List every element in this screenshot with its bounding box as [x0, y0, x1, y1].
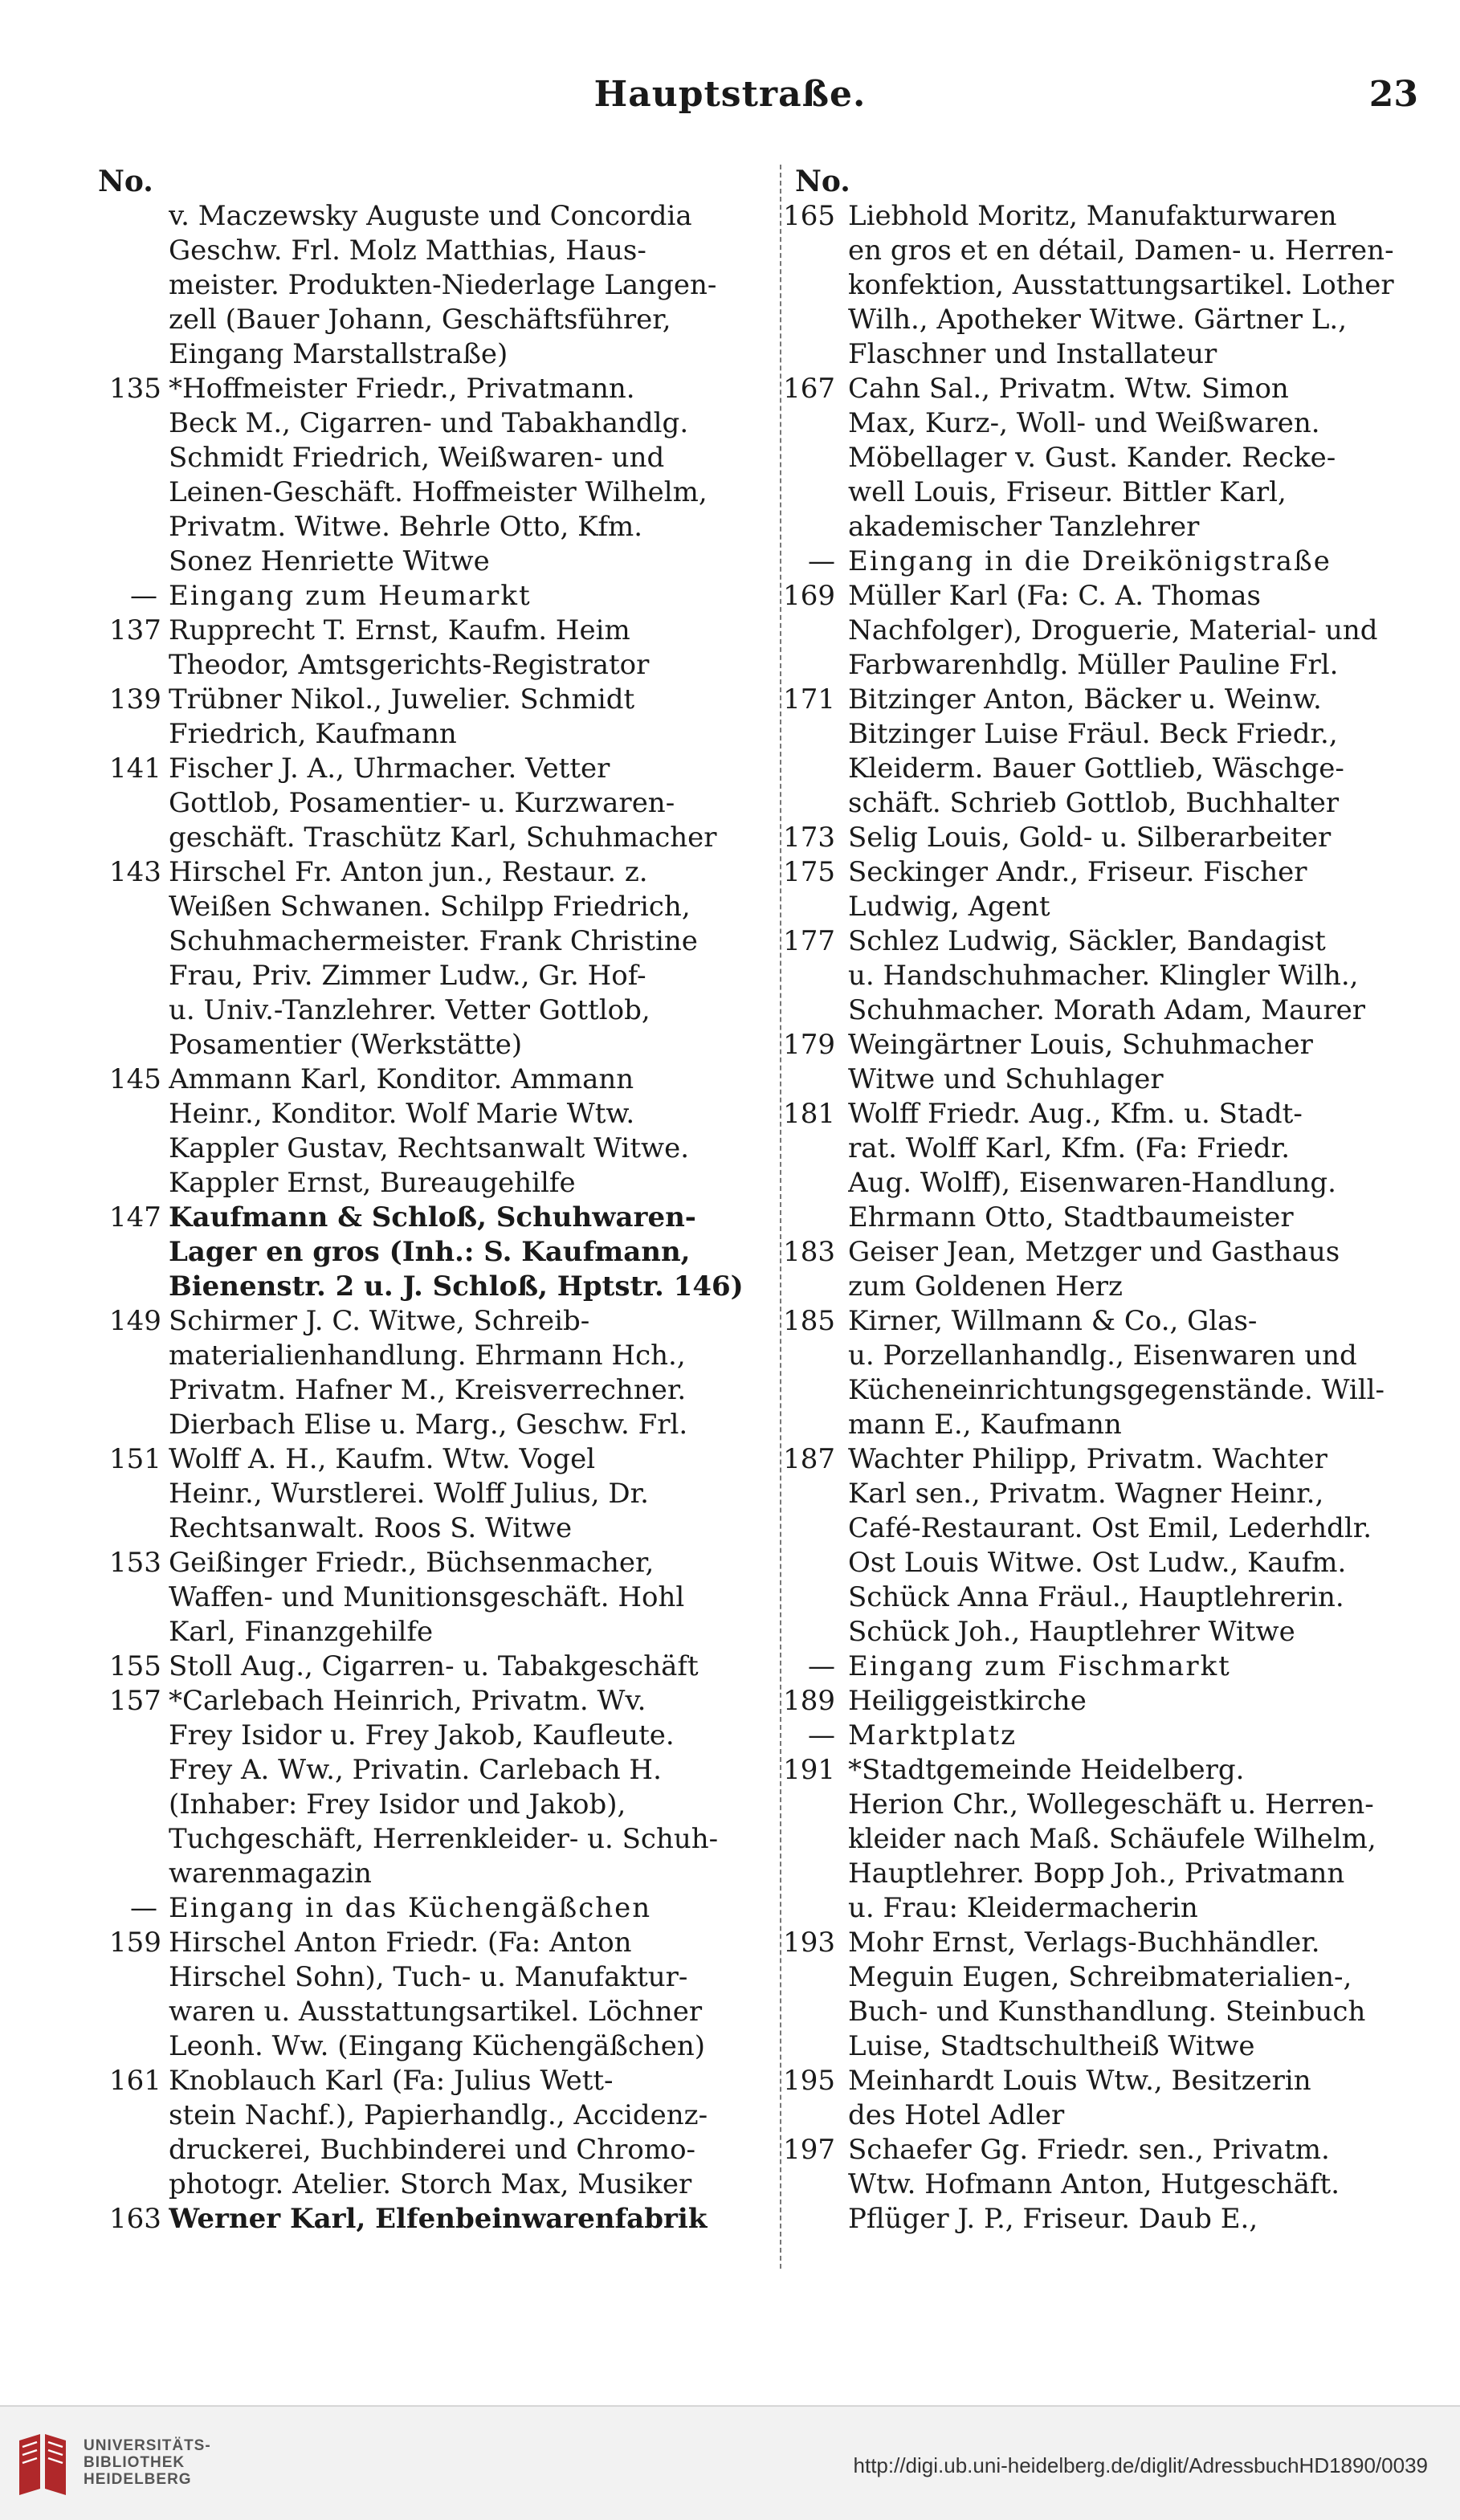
address-entry — [783, 1753, 1413, 1926]
entry-text-line: Flaschner und Installateur — [848, 338, 1217, 370]
entry-text-line: Cahn Sal., Privatm. Wtw. Simon — [848, 373, 1289, 405]
entry-text-line: Buch- und Kunsthandlung. Steinbuch — [848, 1996, 1366, 2028]
entry-text-line: Eingang zum Fischmarkt — [848, 1650, 1231, 1682]
address-entry — [783, 1926, 1413, 2064]
house-number: 187 — [783, 1443, 835, 1475]
address-entry — [783, 1097, 1413, 1235]
entry-text-line: Aug. Wolff), Eisenwaren-Handlung. — [848, 1167, 1336, 1199]
source-url-link[interactable]: http://digi.ub.uni-heidelberg.de/diglit/AdressbuchHD1890/0039 — [853, 2453, 1428, 2477]
address-entry — [783, 372, 1413, 544]
entry-text-line: rat. Wolff Karl, Kfm. (Fa: Friedr. — [848, 1132, 1291, 1164]
entry-text-line: Max, Kurz-, Woll- und Weißwaren. — [848, 407, 1320, 439]
address-entry — [783, 2064, 1413, 2133]
house-number: — — [808, 545, 835, 577]
house-number: — — [130, 1892, 157, 1924]
entry-text-line: meister. Produkten-Niederlage Langen- — [169, 269, 717, 301]
house-number: 183 — [783, 1236, 835, 1268]
entry-text-line: Eingang Marstallstraße) — [169, 338, 508, 370]
entry-text-line: Trübner Nikol., Juwelier. Schmidt — [169, 683, 635, 716]
entry-text-line: Marktplatz — [848, 1719, 1018, 1751]
entry-text-line: waren u. Ausstattungsartikel. Löchner — [169, 1996, 703, 2028]
entry-text-line: Posamentier (Werkstätte) — [169, 1029, 523, 1061]
address-entry — [109, 372, 769, 579]
entry-text-line: Theodor, Amtsgerichts-Registrator — [169, 649, 650, 681]
address-entry — [109, 1062, 769, 1201]
house-number: 163 — [109, 2203, 161, 2235]
house-number: 137 — [109, 614, 161, 646]
house-number: 161 — [109, 2065, 161, 2097]
address-entry — [109, 855, 769, 1062]
address-entry — [783, 683, 1413, 821]
library-name-line: UNIVERSITÄTS- — [84, 2437, 211, 2454]
house-number: 185 — [783, 1305, 835, 1337]
entry-text-line: Frey A. Ww., Privatin. Carlebach H. — [169, 1754, 662, 1786]
address-entry — [783, 199, 1413, 372]
address-entry — [783, 1028, 1413, 1097]
address-entry — [109, 2202, 769, 2237]
entry-text-line: Weingärtner Louis, Schuhmacher — [848, 1029, 1313, 1061]
house-number: — — [808, 1719, 835, 1751]
address-entry — [109, 1442, 769, 1546]
entry-text-line: druckerei, Buchbinderei und Chromo- — [169, 2134, 696, 2166]
house-number: 147 — [109, 1201, 161, 1233]
entry-text-line: kleider nach Maß. Schäufele Wilhelm, — [848, 1823, 1376, 1855]
entry-text-line: Karl sen., Privatm. Wagner Heinr., — [848, 1478, 1324, 1510]
entry-text-line: Dierbach Elise u. Marg., Geschw. Frl. — [169, 1409, 688, 1441]
entry-text-line: Herion Chr., Wollegeschäft u. Herren- — [848, 1788, 1374, 1821]
entry-text-line: Wolff A. H., Kaufm. Wtw. Vogel — [169, 1443, 596, 1475]
entry-text-line: Leonh. Ww. (Eingang Küchengäßchen) — [169, 2030, 706, 2062]
entry-text-line: geschäft. Traschütz Karl, Schuhmacher — [169, 822, 717, 854]
entry-text-line: *Hoffmeister Friedr., Privatmann. — [169, 373, 635, 405]
entry-text-line: Sonez Henriette Witwe — [169, 545, 490, 577]
entry-text-line: Eingang in die Dreikönigstraße — [848, 545, 1332, 577]
address-entry — [783, 855, 1413, 924]
entry-text-line: Schaefer Gg. Friedr. sen., Privatm. — [848, 2134, 1330, 2166]
address-entry — [783, 924, 1413, 1028]
entry-text-line: Lager en gros (Inh.: S. Kaufmann, — [169, 1236, 691, 1268]
entry-text-line: Ludwig, Agent — [848, 891, 1050, 923]
page-title: Hauptstraße. — [593, 74, 867, 115]
entry-text-line: Waffen- und Munitionsgeschäft. Hohl — [169, 1581, 685, 1613]
entry-text-line: Ehrmann Otto, Stadtbaumeister — [848, 1201, 1294, 1233]
house-number: 141 — [109, 752, 161, 785]
entry-text-line: Kücheneinrichtungsgegenstände. Will- — [848, 1374, 1385, 1406]
entry-text-line: Schmidt Friedrich, Weißwaren- und — [169, 442, 665, 474]
entry-text-line: Gottlob, Posamentier- u. Kurzwaren- — [169, 787, 675, 819]
entry-text-line: u. Univ.-Tanzlehrer. Vetter Gottlob, — [169, 994, 650, 1026]
address-entry — [109, 752, 769, 855]
entry-text-line: Luise, Stadtschultheiß Witwe — [848, 2030, 1255, 2062]
address-entry — [783, 821, 1413, 855]
entry-text-line: Knoblauch Karl (Fa: Julius Wett- — [169, 2065, 614, 2097]
entry-text-line: Stoll Aug., Cigarren- u. Tabakgeschäft — [169, 1650, 699, 1682]
address-entry — [109, 683, 769, 752]
entry-text-line: u. Porzellanhandlg., Eisenwaren und — [848, 1340, 1357, 1372]
entry-text-line: Hauptlehrer. Bopp Joh., Privatmann — [848, 1857, 1345, 1890]
entry-text-line: Wtw. Hofmann Anton, Hutgeschäft. — [848, 2168, 1340, 2200]
address-entry — [783, 1235, 1413, 1304]
entry-text-line: Wolff Friedr. Aug., Kfm. u. Stadt- — [848, 1098, 1303, 1130]
entry-text-line: photogr. Atelier. Storch Max, Musiker — [169, 2168, 692, 2200]
entry-text-line: Schlez Ludwig, Säckler, Bandagist — [848, 925, 1326, 957]
entry-text-line: Möbellager v. Gust. Kander. Recke- — [848, 442, 1336, 474]
entry-text-line: Privatm. Witwe. Behrle Otto, Kfm. — [169, 511, 643, 543]
house-number: 139 — [109, 683, 161, 716]
house-number: — — [808, 1650, 835, 1682]
house-number: 189 — [783, 1685, 835, 1717]
house-number: 193 — [783, 1927, 835, 1959]
entry-text-line: Kaufmann & Schloß, Schuhwaren- — [169, 1201, 696, 1233]
house-number: 151 — [109, 1443, 161, 1475]
entry-text-line: stein Nachf.), Papierhandlg., Accidenz- — [169, 2099, 708, 2131]
entry-text-line: Privatm. Hafner M., Kreisverrechner. — [169, 1374, 687, 1406]
entry-text-line: Friedrich, Kaufmann — [169, 718, 457, 750]
street-marker-entry — [795, 1719, 1413, 1753]
entry-text-line: Müller Karl (Fa: C. A. Thomas — [848, 580, 1261, 612]
street-marker-entry — [120, 579, 769, 614]
street-marker-entry — [795, 544, 1413, 579]
entry-text-line: akademischer Tanzlehrer — [848, 511, 1200, 543]
entry-text-line: Tuchgeschäft, Herrenkleider- u. Schuh- — [169, 1823, 719, 1855]
entry-text-line: Hirschel Anton Friedr. (Fa: Anton — [169, 1927, 632, 1959]
entry-text-line: Beck M., Cigarren- und Tabakhandlg. — [169, 407, 689, 439]
entry-text-line: Werner Karl, Elfenbeinwarenfabrik — [169, 2203, 708, 2235]
entry-text-line: Pflüger J. P., Friseur. Daub E., — [848, 2203, 1258, 2235]
entry-text-line: (Inhaber: Frey Isidor und Jakob), — [169, 1788, 626, 1821]
entry-text-line: Schirmer J. C. Witwe, Schreib- — [169, 1305, 590, 1337]
entry-text-line: *Stadtgemeinde Heidelberg. — [848, 1754, 1245, 1786]
house-number: 191 — [783, 1754, 835, 1786]
house-number: 179 — [783, 1029, 835, 1061]
entry-text-line: Hirschel Fr. Anton jun., Restaur. z. — [169, 856, 648, 888]
entry-text-line: Nachfolger), Droguerie, Material- und — [848, 614, 1378, 646]
house-number: 181 — [783, 1098, 835, 1130]
library-name-line: BIBLIOTHEK — [84, 2454, 186, 2471]
entry-text-line: Leinen-Geschäft. Hoffmeister Wilhelm, — [169, 476, 708, 508]
entry-text-line: Farbwarenhdlg. Müller Pauline Frl. — [848, 649, 1339, 681]
entry-text-line: Geißinger Friedr., Büchsenmacher, — [169, 1547, 655, 1579]
entry-text-line: Eingang in das Küchengäßchen — [169, 1892, 652, 1924]
house-number: 135 — [109, 373, 161, 405]
footer-bar — [0, 2405, 1460, 2520]
column-heading-no: No. — [795, 165, 850, 198]
entry-text-line: Meinhardt Louis Wtw., Besitzerin — [848, 2065, 1311, 2097]
entry-text-line: Heinr., Wurstlerei. Wolff Julius, Dr. — [169, 1478, 649, 1510]
library-name — [84, 2437, 211, 2488]
entry-text-line: *Carlebach Heinrich, Privatm. Wv. — [169, 1685, 646, 1717]
address-entry — [109, 1649, 769, 1684]
entry-text-line: Bitzinger Anton, Bäcker u. Weinw. — [848, 683, 1322, 716]
entry-text-line: Eingang zum Heumarkt — [169, 580, 532, 612]
house-number: 165 — [783, 200, 835, 232]
entry-text-line: schäft. Schrieb Gottlob, Buchhalter — [848, 787, 1340, 819]
entry-text-line: Seckinger Andr., Friseur. Fischer — [848, 856, 1307, 888]
house-number: 175 — [783, 856, 835, 888]
house-number: 157 — [109, 1685, 161, 1717]
entry-text-line: Hirschel Sohn), Tuch- u. Manufaktur- — [169, 1961, 688, 1993]
entry-text-line: u. Frau: Kleidermacherin — [848, 1892, 1198, 1924]
house-number: 143 — [109, 856, 161, 888]
entry-text-line: Witwe und Schuhlager — [848, 1063, 1164, 1095]
house-number: 173 — [783, 822, 835, 854]
entry-text-line: Wachter Philipp, Privatm. Wachter — [848, 1443, 1327, 1475]
address-entry — [109, 2064, 769, 2202]
entry-text-line: Liebhold Moritz, Manufakturwaren — [848, 200, 1337, 232]
entry-text-line: Fischer J. A., Uhrmacher. Vetter — [169, 752, 610, 785]
address-entry — [783, 1684, 1413, 1719]
house-number: 197 — [783, 2134, 835, 2166]
address-entry — [783, 579, 1413, 683]
entry-text-line: Kleiderm. Bauer Gottlieb, Wäschge- — [848, 752, 1344, 785]
house-number: 171 — [783, 683, 835, 716]
entry-text-line: materialienhandlung. Ehrmann Hch., — [169, 1340, 686, 1372]
entry-text-line: Kappler Ernst, Bureaugehilfe — [169, 1167, 576, 1199]
house-number: 177 — [783, 925, 835, 957]
library-book-icon — [14, 2429, 71, 2498]
entry-text-line: konfektion, Ausstattungsartikel. Lother — [848, 269, 1394, 301]
entry-text-line: des Hotel Adler — [848, 2099, 1065, 2131]
entry-text-line: Bitzinger Luise Fräul. Beck Friedr., — [848, 718, 1338, 750]
entry-text-line: zum Goldenen Herz — [848, 1270, 1123, 1303]
house-number: 149 — [109, 1305, 161, 1337]
address-entry — [109, 1201, 769, 1304]
street-marker-entry — [120, 1891, 769, 1926]
house-number: 155 — [109, 1650, 161, 1682]
entry-text-line: Selig Louis, Gold- u. Silberarbeiter — [848, 822, 1332, 854]
house-number: 195 — [783, 2065, 835, 2097]
page-number: 23 — [1368, 74, 1418, 115]
entry-text-line: Meguin Eugen, Schreibmaterialien-, — [848, 1961, 1352, 1993]
entry-text-line: Rechtsanwalt. Roos S. Witwe — [169, 1512, 573, 1544]
right-column — [783, 165, 1413, 2281]
entry-text-line: warenmagazin — [169, 1857, 372, 1890]
entry-text-line: Schück Anna Fräul., Hauptlehrerin. — [848, 1581, 1344, 1613]
column-heading-no: No. — [98, 165, 153, 198]
entry-text-line: Heinr., Konditor. Wolf Marie Wtw. — [169, 1098, 635, 1130]
entry-text-line: Ammann Karl, Konditor. Ammann — [169, 1063, 634, 1095]
entry-text-line: mann E., Kaufmann — [848, 1409, 1122, 1441]
house-number: 145 — [109, 1063, 161, 1095]
entry-text-line: Geiser Jean, Metzger und Gasthaus — [848, 1236, 1340, 1268]
entry-text-line: Kappler Gustav, Rechtsanwalt Witwe. — [169, 1132, 690, 1164]
entry-text-line: v. Maczewsky Auguste und Concordia — [169, 200, 692, 232]
house-number: — — [130, 580, 157, 612]
library-name-line: HEIDELBERG — [84, 2471, 192, 2488]
address-entry — [109, 1304, 769, 1442]
address-entry — [783, 1442, 1413, 1649]
entry-text-line: Ost Louis Witwe. Ost Ludw., Kaufm. — [848, 1547, 1347, 1579]
address-entry — [120, 199, 769, 372]
house-number: 167 — [783, 373, 835, 405]
house-number: 169 — [783, 580, 835, 612]
address-entry — [783, 2133, 1413, 2237]
entry-text-line: Karl, Finanzgehilfe — [169, 1616, 434, 1648]
entry-text-line: en gros et en détail, Damen- u. Herren- — [848, 234, 1394, 267]
entry-text-line: Café-Restaurant. Ost Emil, Lederhdlr. — [848, 1512, 1372, 1544]
entry-text-line: Schuhmachermeister. Frank Christine — [169, 925, 698, 957]
entry-text-line: Weißen Schwanen. Schilpp Friedrich, — [169, 891, 691, 923]
entry-text-line: Bienenstr. 2 u. J. Schloß, Hptstr. 146) — [169, 1270, 744, 1303]
entry-text-line: Heiliggeistkirche — [848, 1685, 1087, 1717]
left-column — [98, 165, 769, 2281]
address-entry — [109, 1926, 769, 2064]
entry-text-line: Wilh., Apotheker Witwe. Gärtner L., — [848, 304, 1348, 336]
entry-text-line: zell (Bauer Johann, Geschäftsführer, — [169, 304, 671, 336]
left-entries — [109, 199, 769, 2237]
entry-text-line: Rupprecht T. Ernst, Kaufm. Heim — [169, 614, 630, 646]
house-number: 159 — [109, 1927, 161, 1959]
entry-text-line: Mohr Ernst, Verlags-Buchhändler. — [848, 1927, 1320, 1959]
entry-text-line: u. Handschuhmacher. Klingler Wilh., — [848, 960, 1359, 992]
entry-text-line: Kirner, Willmann & Co., Glas- — [848, 1305, 1258, 1337]
entry-text-line: Frau, Priv. Zimmer Ludw., Gr. Hof- — [169, 960, 646, 992]
address-entry — [783, 1304, 1413, 1442]
entry-text-line: Schuhmacher. Morath Adam, Maurer — [848, 994, 1365, 1026]
address-entry — [109, 1546, 769, 1649]
entry-text-line: well Louis, Friseur. Bittler Karl, — [848, 476, 1287, 508]
street-marker-entry — [795, 1649, 1413, 1684]
right-entries — [783, 199, 1413, 2237]
house-number: 153 — [109, 1547, 161, 1579]
address-entry — [109, 614, 769, 683]
entry-text-line: Schück Joh., Hauptlehrer Witwe — [848, 1616, 1295, 1648]
address-entry — [109, 1684, 769, 1891]
entry-text-line: Geschw. Frl. Molz Matthias, Haus- — [169, 234, 646, 267]
entry-text-line: Frey Isidor u. Frey Jakob, Kaufleute. — [169, 1719, 675, 1751]
